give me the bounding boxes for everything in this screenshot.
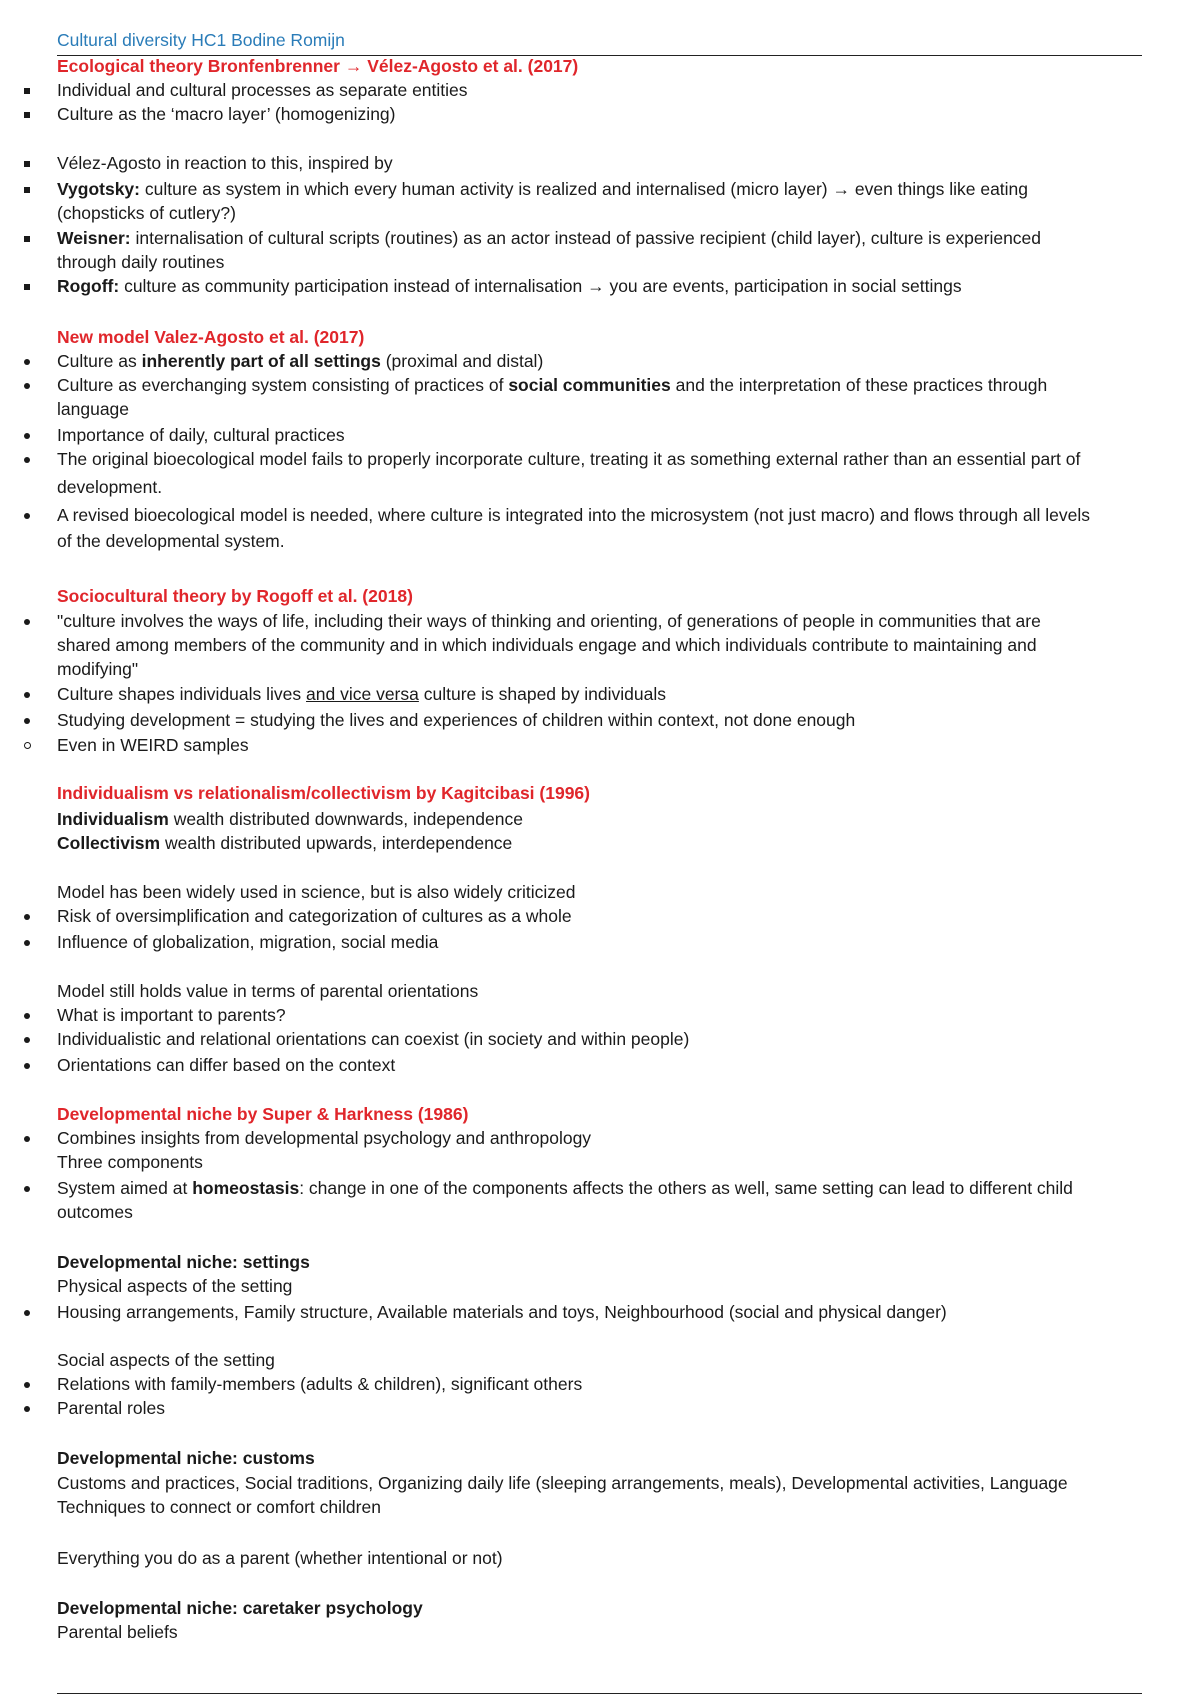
text: and the interpretation of these practices through xyxy=(670,375,1048,395)
text: Culture as everchanging system consisting of practices of xyxy=(57,375,509,395)
underlined-text: and vice versa xyxy=(306,684,419,704)
list-item: The original bioecological model fails to properly incorporate culture, treating it as something external rather than an essential part of xyxy=(57,449,1081,469)
text: : change in one of the components affects the others as well, same setting can lead to different child xyxy=(299,1178,1073,1198)
term-individualism: Individualism xyxy=(57,809,169,829)
term-vygotsky: Vygotsky: xyxy=(57,179,140,199)
bullet-square-icon xyxy=(20,78,34,102)
list-item-continuation: development. xyxy=(57,477,163,497)
list-item-continuation: language xyxy=(57,399,130,419)
list-item: Housing arrangements, Family structure, Available materials and toys, Neighbourhood (social and physical danger) xyxy=(57,1302,947,1322)
bullet-dot-icon xyxy=(20,373,34,397)
list-item: Vélez-Agosto in reaction to this, inspired by xyxy=(57,153,393,173)
section-heading-ecological: Ecological theory Bronfenbrenner → Vélez-Agosto et al. (2017) xyxy=(57,56,579,76)
bullet-dot-icon xyxy=(20,609,34,633)
text: Culture shapes individuals lives xyxy=(57,684,307,704)
bold-text: social communities xyxy=(508,375,671,395)
rogoff-text: culture as community participation instead of internalisation → you are events, participation in social settings xyxy=(119,276,962,296)
paragraph: Techniques to connect or comfort children xyxy=(57,1497,381,1517)
list-item: Orientations can differ based on the context xyxy=(57,1055,396,1075)
list-item: Studying development = studying the lives and experiences of children within context, not done enough xyxy=(57,710,856,730)
weisner-text: internalisation of cultural scripts (routines) as an actor instead of passive recipient (child layer), culture is experienced xyxy=(130,228,1042,248)
list-item-vygotsky xyxy=(57,177,1147,201)
bullet-dot-icon xyxy=(20,1300,34,1324)
list-item: Individual and cultural processes as separate entities xyxy=(57,80,468,100)
text: culture is shaped by individuals xyxy=(418,684,666,704)
subheading-customs: Developmental niche: customs xyxy=(57,1448,315,1468)
bullet-dot-icon xyxy=(20,708,34,732)
text: Culture as xyxy=(57,351,142,371)
footer-rule xyxy=(57,1693,1142,1694)
list-item-continuation: outcomes xyxy=(57,1202,133,1222)
bullet-square-icon xyxy=(20,102,34,126)
paragraph: Customs and practices, Social traditions, Organizing daily life (sleeping arrangements, meals), Developmental activities, Language xyxy=(57,1473,1068,1493)
bullet-dot-icon xyxy=(20,1126,34,1150)
list-item: A revised bioecological model is needed, where culture is integrated into the microsystem (not just macro) and flows through all levels xyxy=(57,505,1091,525)
paragraph: Physical aspects of the setting xyxy=(57,1276,293,1296)
list-item-weisner xyxy=(57,226,1147,250)
paragraph: Everything you do as a parent (whether intentional or not) xyxy=(57,1548,503,1568)
term-homeostasis: homeostasis xyxy=(192,1178,300,1198)
section-heading-developmental-niche: Developmental niche by Super & Harkness (1986) xyxy=(57,1104,469,1124)
term-collectivism: Collectivism xyxy=(57,833,161,853)
section-heading-sociocultural: Sociocultural theory by Rogoff et al. (2018) xyxy=(57,586,413,606)
subheading-settings: Developmental niche: settings xyxy=(57,1252,310,1272)
list-item: Influence of globalization, migration, social media xyxy=(57,932,439,952)
text: System aimed at xyxy=(57,1178,193,1198)
definition-individualism xyxy=(57,807,1147,831)
list-item: Individualistic and relational orientations can coexist (in society and within people) xyxy=(57,1029,690,1049)
list-item: Combines insights from developmental psychology and anthropology xyxy=(57,1128,592,1148)
list-item-continuation: modifying" xyxy=(57,659,139,679)
paragraph: Three components xyxy=(57,1152,203,1172)
list-item: Risk of oversimplification and categorization of cultures as a whole xyxy=(57,906,572,926)
bullet-dot-icon xyxy=(20,1176,34,1200)
definition-collectivism xyxy=(57,831,1147,855)
list-item-continuation: of the developmental system. xyxy=(57,531,285,551)
text: wealth distributed downwards, independence xyxy=(168,809,523,829)
section-heading-individualism: Individualism vs relationalism/collectivism by Kagitcibasi (1996) xyxy=(57,783,590,803)
list-item-sub: Even in WEIRD samples xyxy=(57,735,249,755)
term-rogoff: Rogoff: xyxy=(57,276,120,296)
list-item: Culture as the ‘macro layer’ (homogenizing) xyxy=(57,104,396,124)
bullet-circle-icon xyxy=(20,733,34,757)
bullet-dot-icon xyxy=(20,1372,34,1396)
bullet-dot-icon xyxy=(20,447,34,471)
bullet-square-icon xyxy=(20,151,34,175)
list-item: Relations with family-members (adults & children), significant others xyxy=(57,1374,583,1394)
list-item xyxy=(57,1176,1147,1200)
list-item-continuation: through daily routines xyxy=(57,252,225,272)
list-item: Importance of daily, cultural practices xyxy=(57,425,345,445)
paragraph: Social aspects of the setting xyxy=(57,1350,275,1370)
bullet-dot-icon xyxy=(20,904,34,928)
bullet-dot-icon xyxy=(20,930,34,954)
text: wealth distributed upwards, interdependence xyxy=(160,833,513,853)
paragraph: Model still holds value in terms of parental orientations xyxy=(57,981,479,1001)
list-item: What is important to parents? xyxy=(57,1005,286,1025)
list-item: Parental roles xyxy=(57,1398,165,1418)
paragraph: Model has been widely used in science, but is also widely criticized xyxy=(57,882,576,902)
vygotsky-text: culture as system in which every human activity is realized and internalised (micro layer) → even things like eating xyxy=(140,179,1029,199)
bullet-dot-icon xyxy=(20,1027,34,1051)
bullet-square-icon xyxy=(20,177,34,201)
text: (proximal and distal) xyxy=(380,351,544,371)
doc-title: Cultural diversity HC1 Bodine Romijn xyxy=(57,30,345,50)
bullet-dot-icon xyxy=(20,349,34,373)
list-item xyxy=(57,349,1147,373)
bullet-dot-icon xyxy=(20,1396,34,1420)
bullet-square-icon xyxy=(20,226,34,250)
bullet-dot-icon xyxy=(20,423,34,447)
bullet-dot-icon xyxy=(20,1053,34,1077)
bold-text: inherently part of all settings xyxy=(141,351,381,371)
bullet-square-icon xyxy=(20,274,34,298)
list-item-quote: "culture involves the ways of life, including their ways of thinking and orienting, of generations of people in communities that are xyxy=(57,611,1041,631)
subheading-caretaker-psychology: Developmental niche: caretaker psychology xyxy=(57,1598,423,1618)
list-item-continuation: (chopsticks of cutlery?) xyxy=(57,203,236,223)
list-item xyxy=(57,682,1147,706)
list-item-continuation: shared among members of the community and in which individuals engage and which individuals contribute to maintaining and xyxy=(57,635,1037,655)
bullet-dot-icon xyxy=(20,1003,34,1027)
bullet-dot-icon xyxy=(20,682,34,706)
section-heading-new-model: New model Valez-Agosto et al. (2017) xyxy=(57,327,365,347)
term-weisner: Weisner: xyxy=(57,228,131,248)
list-item xyxy=(57,373,1147,397)
list-item-rogoff xyxy=(57,274,1147,298)
paragraph: Parental beliefs xyxy=(57,1622,178,1642)
bullet-dot-icon xyxy=(20,503,34,527)
